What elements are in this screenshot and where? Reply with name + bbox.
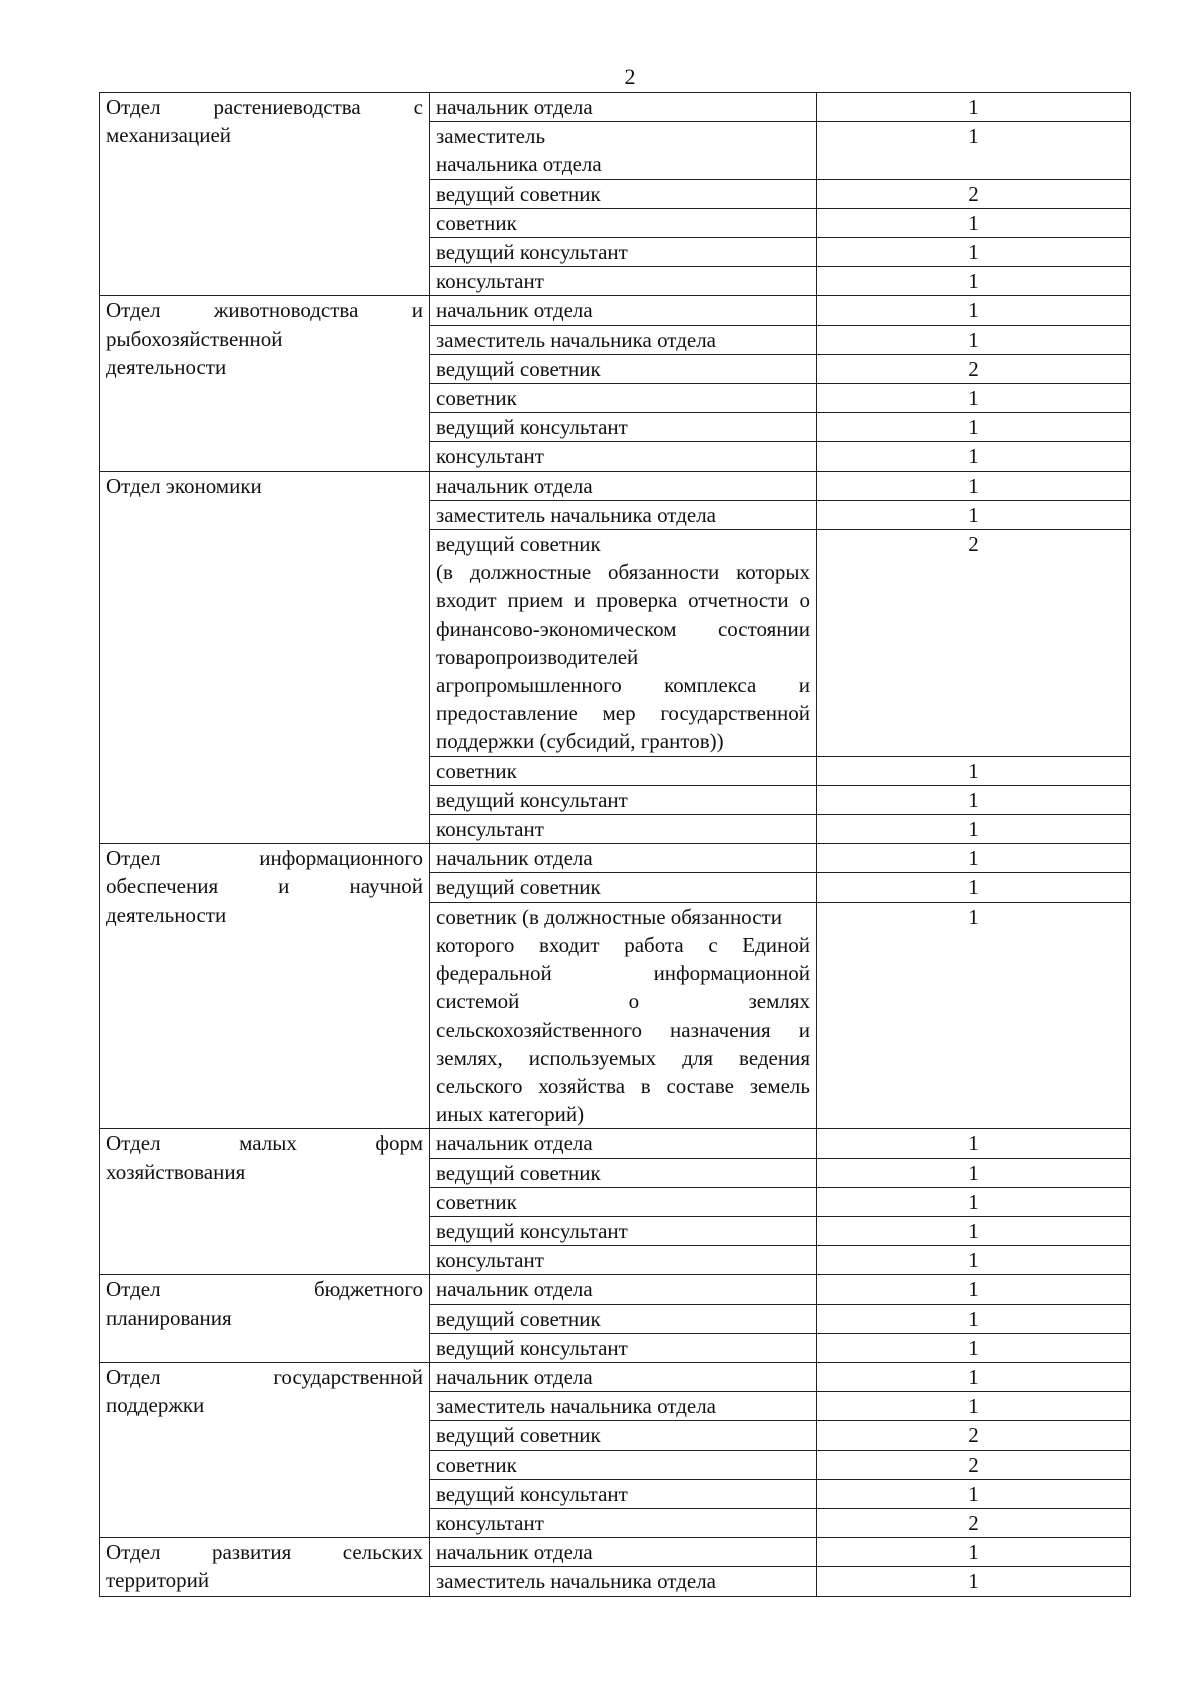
department-name-cell bbox=[100, 844, 430, 1129]
position-count-cell: 1 bbox=[817, 785, 1131, 814]
department-name-line: деятельности bbox=[106, 354, 227, 379]
position-cell bbox=[430, 902, 817, 1129]
position-cell bbox=[430, 267, 817, 296]
position-count-cell: 1 bbox=[817, 1304, 1131, 1333]
position-line: начальник отдела bbox=[436, 846, 593, 871]
position-count-cell: 1 bbox=[817, 208, 1131, 237]
position-line: ведущий советник bbox=[436, 1160, 601, 1185]
position-line: заместитель bbox=[436, 124, 546, 149]
position-line: советник bbox=[436, 210, 517, 235]
position-count-cell: 1 bbox=[817, 1479, 1131, 1508]
position-count-cell: 1 bbox=[817, 267, 1131, 296]
table-row bbox=[100, 471, 1131, 500]
position-count-cell: 2 bbox=[817, 1508, 1131, 1537]
position-count-cell: 1 bbox=[817, 122, 1131, 179]
position-line: сельскохозяйственного назначения и bbox=[436, 1017, 810, 1042]
position-count-cell: 1 bbox=[817, 325, 1131, 354]
position-line: советник bbox=[436, 1452, 517, 1477]
position-count-cell: 1 bbox=[817, 1158, 1131, 1187]
position-cell bbox=[430, 1246, 817, 1275]
position-cell bbox=[430, 384, 817, 413]
position-count-cell: 1 bbox=[817, 1567, 1131, 1596]
table-row bbox=[100, 1275, 1131, 1304]
position-count-cell: 1 bbox=[817, 296, 1131, 325]
department-name-line: Отдел растениеводства с bbox=[106, 95, 423, 119]
table-row bbox=[100, 844, 1131, 873]
department-name-line: планирования bbox=[106, 1305, 232, 1330]
position-cell bbox=[430, 1187, 817, 1216]
position-count-cell: 1 bbox=[817, 442, 1131, 471]
position-line: ведущий советник bbox=[436, 1423, 601, 1448]
position-line: советник (в должностные обязанности bbox=[436, 904, 782, 929]
position-cell bbox=[430, 785, 817, 814]
position-count-cell: 1 bbox=[817, 815, 1131, 844]
position-cell bbox=[430, 238, 817, 267]
position-cell bbox=[430, 1304, 817, 1333]
position-line: консультант bbox=[436, 1510, 544, 1535]
position-line: начальник отдела bbox=[436, 95, 593, 119]
position-cell bbox=[430, 93, 817, 122]
position-cell bbox=[430, 815, 817, 844]
position-line: заместитель начальника отдела bbox=[436, 327, 716, 352]
position-cell bbox=[430, 500, 817, 529]
position-cell bbox=[430, 873, 817, 902]
position-cell bbox=[430, 296, 817, 325]
position-line: ведущий советник bbox=[436, 532, 601, 557]
position-cell bbox=[430, 1567, 817, 1596]
position-cell bbox=[430, 1538, 817, 1567]
position-line: заместитель начальника отдела bbox=[436, 1569, 716, 1594]
position-cell bbox=[430, 1275, 817, 1304]
position-line: ведущий советник bbox=[436, 1306, 601, 1331]
position-line: заместитель начальника отдела bbox=[436, 502, 716, 527]
table-row bbox=[100, 1129, 1131, 1158]
department-name-cell bbox=[100, 1275, 430, 1363]
position-count-cell: 2 bbox=[817, 530, 1131, 757]
position-cell bbox=[430, 756, 817, 785]
position-count-cell: 1 bbox=[817, 873, 1131, 902]
table-row bbox=[100, 1362, 1131, 1391]
position-count-cell: 1 bbox=[817, 384, 1131, 413]
position-count-cell: 1 bbox=[817, 1392, 1131, 1421]
department-name-cell bbox=[100, 93, 430, 296]
department-name-line: Отдел животноводства и bbox=[106, 298, 423, 323]
position-line: ведущий консультант bbox=[436, 240, 628, 265]
position-count-cell: 2 bbox=[817, 354, 1131, 383]
position-line: которого входит работа с Единой bbox=[436, 932, 810, 957]
position-line: начальник отдела bbox=[436, 1364, 593, 1389]
position-cell bbox=[430, 844, 817, 873]
position-line: советник bbox=[436, 1189, 517, 1214]
page-number: 2 bbox=[624, 64, 636, 89]
position-line: ведущий консультант bbox=[436, 415, 628, 440]
position-count-cell: 1 bbox=[817, 238, 1131, 267]
position-line: консультант bbox=[436, 444, 544, 469]
position-line: ведущий консультант bbox=[436, 1218, 628, 1243]
position-line: ведущий советник bbox=[436, 875, 601, 900]
position-line: начальник отдела bbox=[436, 1540, 593, 1565]
position-line: консультант bbox=[436, 269, 544, 294]
position-line: предоставление мер государственной bbox=[436, 701, 810, 726]
position-cell bbox=[430, 1450, 817, 1479]
position-count-cell: 1 bbox=[817, 93, 1131, 122]
position-line: начальника отдела bbox=[436, 152, 602, 177]
table-row bbox=[100, 93, 1131, 122]
position-line: советник bbox=[436, 386, 517, 411]
position-count-cell: 1 bbox=[817, 1362, 1131, 1391]
department-name-cell bbox=[100, 1538, 430, 1596]
position-count-cell: 1 bbox=[817, 1538, 1131, 1567]
position-cell bbox=[430, 1158, 817, 1187]
position-line: агропромышленного комплекса и bbox=[436, 673, 810, 698]
position-line: ведущий советник bbox=[436, 181, 601, 206]
department-name-line: механизацией bbox=[106, 123, 232, 148]
department-name-line: обеспечения и научной bbox=[106, 874, 423, 899]
position-cell bbox=[430, 413, 817, 442]
position-cell bbox=[430, 1333, 817, 1362]
department-name-line: поддержки bbox=[106, 1393, 205, 1418]
position-cell bbox=[430, 122, 817, 179]
position-cell bbox=[430, 1362, 817, 1391]
position-line: сельского хозяйства в составе земель bbox=[436, 1073, 810, 1098]
position-line: советник bbox=[436, 758, 517, 783]
department-name-line: Отдел экономики bbox=[106, 473, 262, 498]
position-count-cell: 1 bbox=[817, 756, 1131, 785]
position-cell bbox=[430, 471, 817, 500]
position-count-cell: 1 bbox=[817, 1275, 1131, 1304]
department-name-line: рыбохозяйственной bbox=[106, 326, 283, 351]
position-line: ведущий консультант bbox=[436, 787, 628, 812]
department-name-line: Отдел бюджетного bbox=[106, 1277, 423, 1302]
department-name-line: Отдел малых форм bbox=[106, 1131, 423, 1156]
position-line: ведущий консультант bbox=[436, 1481, 628, 1506]
position-cell bbox=[430, 530, 817, 757]
position-count-cell: 1 bbox=[817, 902, 1131, 1129]
position-count-cell: 2 bbox=[817, 1421, 1131, 1450]
position-cell bbox=[430, 1508, 817, 1537]
position-count-cell: 1 bbox=[817, 1333, 1131, 1362]
position-count-cell: 2 bbox=[817, 1450, 1131, 1479]
position-cell bbox=[430, 1129, 817, 1158]
department-name-line: деятельности bbox=[106, 902, 227, 927]
position-line: начальник отдела bbox=[436, 298, 593, 323]
department-name-cell bbox=[100, 1362, 430, 1537]
position-line: консультант bbox=[436, 817, 544, 842]
table-row bbox=[100, 1538, 1131, 1567]
position-line: (в должностные обязанности которых bbox=[436, 560, 810, 585]
department-name-cell bbox=[100, 1129, 430, 1275]
position-cell bbox=[430, 442, 817, 471]
position-line: ведущий консультант bbox=[436, 1335, 628, 1360]
position-count-cell: 1 bbox=[817, 471, 1131, 500]
position-line: начальник отдела bbox=[436, 473, 593, 498]
position-line: товаропроизводителей bbox=[436, 644, 639, 669]
department-name-line: Отдел развития сельских bbox=[106, 1540, 423, 1565]
table-row bbox=[100, 296, 1131, 325]
department-name-line: хозяйствования bbox=[106, 1159, 246, 1184]
position-line: заместитель начальника отдела bbox=[436, 1394, 716, 1419]
position-line: начальник отдела bbox=[436, 1131, 593, 1156]
position-cell bbox=[430, 208, 817, 237]
position-cell bbox=[430, 1479, 817, 1508]
position-count-cell: 1 bbox=[817, 500, 1131, 529]
position-count-cell: 2 bbox=[817, 179, 1131, 208]
department-name-cell bbox=[100, 471, 430, 844]
department-name-line: Отдел информационного bbox=[106, 846, 423, 871]
position-cell bbox=[430, 354, 817, 383]
position-cell bbox=[430, 179, 817, 208]
position-line: входит прием и проверка отчетности о bbox=[436, 588, 810, 613]
position-cell bbox=[430, 1421, 817, 1450]
position-line: системой о землях bbox=[436, 989, 810, 1014]
position-line: иных категорий) bbox=[436, 1102, 585, 1127]
position-cell bbox=[430, 1216, 817, 1245]
position-line: консультант bbox=[436, 1248, 544, 1273]
department-name-line: Отдел государственной bbox=[106, 1364, 423, 1389]
position-count-cell: 1 bbox=[817, 1216, 1131, 1245]
position-count-cell: 1 bbox=[817, 1129, 1131, 1158]
position-line: федеральной информационной bbox=[436, 961, 810, 986]
position-line: ведущий советник bbox=[436, 356, 601, 381]
staffing-table bbox=[99, 92, 1131, 1597]
position-line: поддержки (субсидий, грантов)) bbox=[436, 729, 724, 754]
position-line: землях, используемых для ведения bbox=[436, 1045, 810, 1070]
department-name-cell bbox=[100, 296, 430, 471]
position-count-cell: 1 bbox=[817, 1187, 1131, 1216]
position-count-cell: 1 bbox=[817, 844, 1131, 873]
position-cell bbox=[430, 1392, 817, 1421]
position-line: финансово-экономическом состоянии bbox=[436, 616, 810, 641]
position-count-cell: 1 bbox=[817, 413, 1131, 442]
position-line: начальник отдела bbox=[436, 1277, 593, 1302]
position-cell bbox=[430, 325, 817, 354]
department-name-line: территорий bbox=[106, 1568, 210, 1593]
position-count-cell: 1 bbox=[817, 1246, 1131, 1275]
